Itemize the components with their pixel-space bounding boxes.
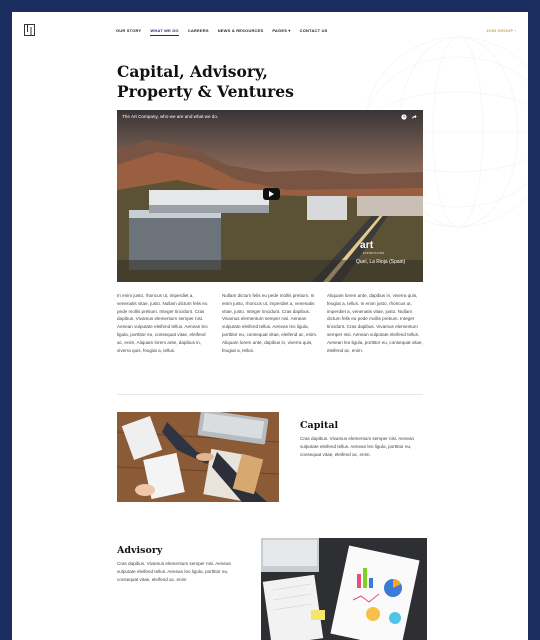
nav-our-story[interactable]: OUR STORY: [116, 28, 142, 33]
nav-pages[interactable]: [272, 28, 290, 36]
logo-icon[interactable]: [24, 24, 35, 36]
capital-image: [117, 412, 279, 502]
play-icon: [269, 191, 274, 197]
capital-heading: Capital: [300, 420, 339, 431]
video-brand-sub: EXPORTACIÓN: [363, 252, 385, 255]
intro-column-3: Aliquam lorem ante, dapibus in, viverra quis, feugiat a, tellus. In enim justo, rhoncus ut, imperdiet a, venenatis vitae, justo. Nullam dictum felis eu pede mollis pretium. Integer tincidunt. Cras dapibus. Vivamus elementum semper nisi. Aenean vulputate eleifend tellus. Aenean leo ligula, porttitor eu, consequat vitae, eleifend ac, enim.: [327, 293, 423, 353]
join-group-link[interactable]: [486, 28, 516, 33]
intro-column-1: In enim justo, rhoncus ut, imperdiet a, venenatis vitae, justo. Nullam dictum felis eu pede mollis pretium. Integer tincidunt. Cras dapibus. Vivamus elementum semper nisi. Aenean vulputate eleifend tellus. Aenean leo ligula, porttitor eu, consequat vitae, eleifend ac, enim. Aliquam lorem ante, dapibus in, viverra quis, feugiat a, tellus.: [117, 293, 208, 353]
clock-icon[interactable]: [401, 114, 407, 120]
share-icon[interactable]: [411, 114, 417, 120]
intro-columns: [117, 292, 423, 354]
video-brand-logo: art: [360, 240, 374, 251]
advisory-heading: Advisory: [117, 545, 163, 556]
capital-text: Cras dapibus. Vivamus elementum semper nisi. Aenean vulputate eleifend tellus. Aenean leo ligula, porttitor eu, consequat vitae, eleifend ac, enim.: [300, 436, 415, 457]
video-title: The Art Company, who we are and what we do.: [122, 114, 219, 119]
play-button[interactable]: [263, 188, 280, 200]
page-title-line-1: Capital, Advisory,: [117, 62, 268, 81]
nav-what-we-do[interactable]: WHAT WE DO: [150, 28, 178, 36]
intro-column-2: Nullam dictum felis eu pede mollis pretium. In enim justo, rhoncus ut, imperdiet a, venenatis vitae, justo. Integer tincidunt. Cras dapibus. Vivamus elementum semper nisi. Aenean vulputate eleifend tellus. Aenean leo ligula, porttitor eu, consequat vitae, eleifend ac, enim. Aliquam lorem ante, dapibus in, viverra quis, feugiat a, tellus.: [222, 293, 318, 353]
arrow-right-icon: ›: [514, 28, 516, 33]
advisory-text: Cras dapibus. Vivamus elementum semper nisi. Aenean vulputate eleifend tellus. Aenean leo ligula, porttitor eu, consequat vitae, eleifend ac, enim: [117, 561, 232, 582]
page-title: [117, 62, 367, 102]
main-nav: [116, 28, 337, 36]
nav-contact-us[interactable]: CONTACT US: [299, 28, 328, 33]
video-player[interactable]: [117, 110, 423, 282]
page: [12, 12, 528, 640]
join-group-label: JOIN GROUP: [486, 28, 514, 33]
video-location: Quel, La Rioja (Spain): [356, 259, 406, 265]
nav-careers[interactable]: CAREERS: [187, 28, 209, 33]
page-title-line-2: Property & Ventures: [117, 82, 294, 101]
chevron-down-icon: ▾: [288, 28, 291, 33]
nav-pages-label: PAGES: [272, 28, 288, 33]
section-divider: [117, 394, 423, 395]
advisory-image: [261, 538, 427, 640]
nav-news-resources[interactable]: NEWS & RESOURCES: [217, 28, 264, 33]
